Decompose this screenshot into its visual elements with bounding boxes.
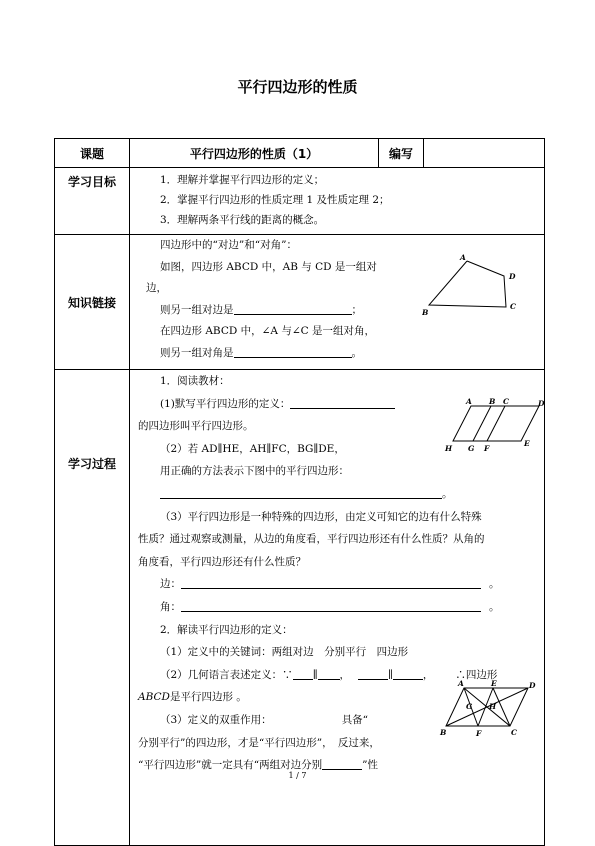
goal-item: 2．掌握平行四边形的性质定理 1 及性质定理 2； [160, 194, 390, 206]
knowledge-cell [130, 235, 545, 370]
opposite-sides-prompt: 则另一组对边是 [160, 303, 234, 316]
therefore-text: ∴四边形 [455, 668, 498, 681]
page-number: 1 / 7 [288, 771, 307, 780]
fig-label: B [440, 728, 447, 737]
fig-label: C [511, 728, 517, 737]
punct: 。 [442, 487, 453, 500]
fig-label: C [510, 302, 516, 311]
knowledge-line: 四边形中的“对边”和“对角”： [160, 239, 297, 251]
parallelogram-figure-2 [438, 680, 538, 740]
fig-label: H [489, 702, 497, 711]
fig-label: D [509, 272, 516, 281]
fig-label: F [484, 444, 490, 453]
knowledge-label: 知识链接 [55, 235, 130, 370]
fig-label: B [422, 308, 429, 315]
process-line [138, 483, 544, 506]
opposite-sides-blank[interactable] [234, 301, 352, 315]
fig-label: B [489, 398, 496, 406]
process-line: 角度看，平行四边形还有什么性质？ [138, 555, 306, 568]
lesson-table [54, 138, 545, 846]
blank[interactable] [293, 666, 313, 680]
opposite-angles-blank[interactable] [234, 344, 352, 358]
process-line: 2．解读平行四边形的定义： [160, 623, 293, 636]
blank[interactable] [393, 666, 423, 680]
parallelogram-figure-1 [440, 398, 548, 458]
angles-prompt: 角： [160, 600, 181, 613]
process-line: 的四边形叫平行四边形。 [138, 420, 254, 433]
topic-label: 课题 [55, 139, 130, 168]
author-value[interactable] [424, 139, 545, 168]
fig-label: A [458, 680, 464, 688]
fig-label: A [466, 398, 472, 406]
goal-item: 3．理解两条平行线的距离的概念。 [160, 214, 325, 226]
process-line: 分别平行”的四边形，才是“平行四边形”， 反过来， [138, 736, 380, 749]
process-line [138, 573, 544, 596]
blank[interactable] [318, 666, 340, 680]
quadrilateral-abcd-figure [422, 249, 532, 315]
angles-blank[interactable] [181, 598, 481, 612]
fig-label: A [460, 253, 466, 262]
fig-label: F [476, 729, 482, 738]
punct: 。 [351, 346, 362, 359]
definition-prompt: (1)默写平行四边形的定义： [160, 397, 291, 410]
fig-label: C [503, 398, 509, 406]
fig-label: E [491, 680, 497, 688]
knowledge-line [160, 343, 544, 365]
abcd-italic: ABCD [138, 691, 170, 704]
punct: ， [422, 668, 434, 681]
blank[interactable] [358, 666, 388, 680]
punct: ； [351, 303, 362, 316]
conclusion-text: 是平行四边形 。 [169, 691, 247, 704]
fig-label: E [524, 439, 530, 448]
punct: ， [339, 668, 351, 681]
dual-role-text-2: 具备“ [341, 713, 369, 726]
fig-label: D [538, 399, 545, 408]
process-line: 1．阅读教材： [160, 375, 230, 387]
punct: ”性 [362, 759, 378, 772]
goals-cell [130, 168, 545, 235]
knowledge-line: 如图，四边形 ABCD 中，AB 与 CD 是一组对 [160, 260, 377, 273]
fig-label: D [529, 681, 536, 690]
author-label: 编写 [379, 139, 424, 168]
sides-prompt: 边： [160, 578, 181, 591]
page-title: 平行四边形的性质 [237, 78, 358, 96]
property-blank[interactable] [322, 756, 362, 770]
process-line: （3）平行四边形是一种特殊的四边形，由定义可知它的边有什么特殊 [160, 510, 482, 523]
fig-label: H [445, 444, 453, 453]
geometry-prompt: （2）几何语言表述定义：∵ [160, 668, 293, 681]
parallel-sign: ∥ [388, 668, 393, 681]
process-label: 学习过程 [55, 370, 130, 846]
punct: 。 [489, 578, 500, 591]
fig-label: G [466, 702, 473, 711]
process-line: （2）若 AD∥HE，AH∥FC，BG∥DE， [160, 442, 345, 455]
process-line: （1）定义中的关键词：两组对边 分别平行 四边形 [160, 646, 409, 659]
process-line: 用正确的方法表示下图中的平行四边形： [160, 465, 349, 478]
process-line [138, 596, 544, 619]
sides-blank[interactable] [181, 575, 481, 589]
goal-item: 1．理解并掌握平行四边形的定义； [160, 174, 325, 186]
fig-label: G [468, 444, 475, 453]
topic-value: 平行四边形的性质（1） [130, 139, 379, 168]
opposite-angles-prompt: 则另一组对角是 [160, 346, 234, 359]
punct: 。 [489, 600, 500, 613]
dual-role-text: （3）定义的双重作用： [160, 713, 272, 726]
parallelograms-blank[interactable] [160, 485, 442, 499]
process-line: 性质？通过观察或测量，从边的角度看，平行四边形还有什么性质？从角的 [138, 533, 485, 546]
definition-blank[interactable] [290, 395, 395, 409]
goals-label: 学习目标 [55, 168, 130, 235]
property-prompt: “平行四边形”就一定具有“两组对边分别 [138, 759, 323, 772]
parallel-sign: ∥ [312, 668, 318, 681]
knowledge-line: 边， [146, 282, 167, 294]
knowledge-line: 在四边形 ABCD 中，∠A 与∠C 是一组对角， [160, 325, 376, 337]
